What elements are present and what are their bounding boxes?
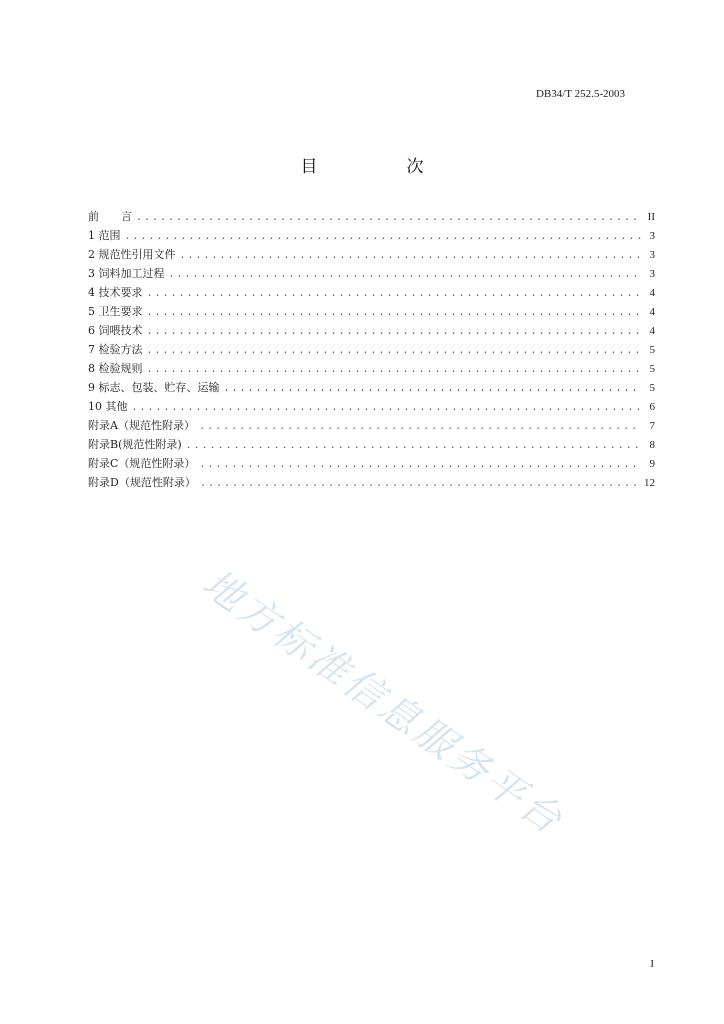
- watermark: 地方标准信息服务平台: [193, 561, 573, 845]
- toc-entry-page: II: [647, 211, 655, 223]
- toc-dot-leader: [147, 365, 642, 376]
- toc-entry-label: 2 规范性引用文件: [88, 248, 176, 261]
- toc-entry-feeding-technique[interactable]: [88, 322, 655, 341]
- toc-entry-label: 附录B(规范性附录): [88, 438, 182, 451]
- toc-entry-scope[interactable]: [88, 227, 655, 246]
- toc-entry-feed-processing[interactable]: [88, 265, 655, 284]
- toc-entry-page: 4: [649, 325, 655, 337]
- toc-entry-page: 4: [649, 306, 655, 318]
- toc-entry-page: 4: [649, 287, 655, 299]
- toc-entry-label: 1 范围: [88, 229, 121, 242]
- toc-entry-test-methods[interactable]: [88, 341, 655, 360]
- toc-dot-leader: [125, 232, 642, 243]
- toc-entry-appendix-d[interactable]: [88, 474, 655, 493]
- page-number: I: [650, 958, 654, 970]
- toc-entry-page: 9: [649, 458, 655, 470]
- toc-dot-leader: [200, 479, 640, 490]
- toc-entry-label: 附录D（规范性附录）: [88, 476, 196, 489]
- toc-dot-leader: [147, 289, 642, 300]
- toc-entry-inspection-rules[interactable]: [88, 360, 655, 379]
- toc-entry-marking-packaging[interactable]: [88, 379, 655, 398]
- toc-entry-page: 7: [649, 420, 655, 432]
- toc-entry-page: 8: [649, 439, 655, 451]
- document-code: DB34/T 252.5-2003: [535, 88, 625, 100]
- toc-entry-label: 7 检验方法: [88, 343, 143, 356]
- toc-entry-label: 附录C（规范性附录）: [88, 457, 196, 470]
- toc-dot-leader: [224, 384, 642, 395]
- toc-entry-page: 12: [644, 477, 655, 489]
- toc-entry-label: 10 其他: [88, 400, 128, 413]
- toc-dot-leader: [147, 346, 642, 357]
- toc-dot-leader: [199, 460, 641, 471]
- toc-title: 目 次: [300, 157, 460, 177]
- toc-entry-page: 5: [649, 344, 655, 356]
- toc-entry-label: 附录A（规范性附录）: [88, 419, 195, 432]
- toc-entry-label: 前 言: [88, 210, 132, 223]
- toc-entry-page: 3: [649, 249, 655, 261]
- toc-dot-leader: [199, 422, 641, 433]
- toc-dot-leader: [147, 308, 642, 319]
- table-of-contents: [88, 208, 655, 493]
- toc-entry-label: 9 标志、包装、贮存、运输: [88, 381, 220, 394]
- toc-dot-leader: [169, 270, 642, 281]
- toc-entry-page: 5: [649, 382, 655, 394]
- toc-entry-appendix-a[interactable]: [88, 417, 655, 436]
- toc-entry-page: 3: [649, 268, 655, 280]
- toc-entry-page: 6: [649, 401, 655, 413]
- toc-entry-label: 5 卫生要求: [88, 305, 143, 318]
- toc-dot-leader: [132, 403, 642, 414]
- toc-entry-page: 5: [649, 363, 655, 375]
- toc-entry-label: 6 饲喂技术: [88, 324, 143, 337]
- toc-dot-leader: [180, 251, 642, 262]
- toc-entry-label: 3 饲料加工过程: [88, 267, 165, 280]
- toc-dot-leader: [136, 213, 641, 224]
- toc-entry-normative-references[interactable]: [88, 246, 655, 265]
- toc-entry-appendix-c[interactable]: [88, 455, 655, 474]
- toc-entry-page: 3: [649, 230, 655, 242]
- toc-entry-others[interactable]: [88, 398, 655, 417]
- toc-dot-leader: [186, 441, 641, 452]
- toc-dot-leader: [147, 327, 642, 338]
- toc-entry-label: 4 技术要求: [88, 286, 143, 299]
- toc-entry-foreword[interactable]: [88, 208, 655, 227]
- toc-entry-label: 8 检验规则: [88, 362, 143, 375]
- toc-entry-technical-requirements[interactable]: [88, 284, 655, 303]
- toc-entry-hygiene-requirements[interactable]: [88, 303, 655, 322]
- toc-entry-appendix-b[interactable]: [88, 436, 655, 455]
